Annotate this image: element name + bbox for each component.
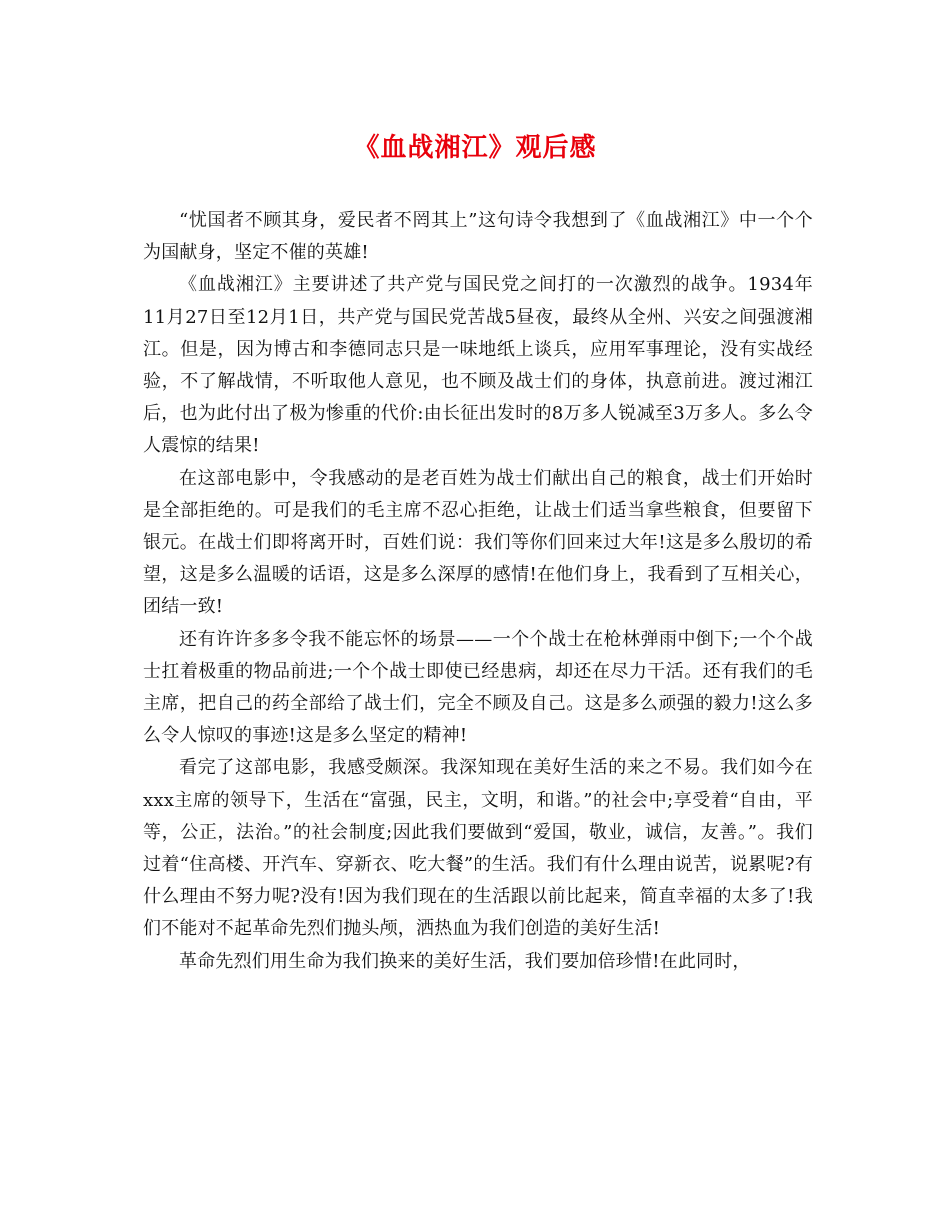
paragraph-4: 还有许许多多令我不能忘怀的场景——一个个战士在枪林弹雨中倒下;一个个战士扛着极重的物品前进;一个个战士即使已经患病，却还在尽力干活。还有我们的毛主席，把自己的药全部给了战士们，完全不顾及自己。这是多么顽强的毅力!这么多么令人惊叹的事迹!这是多么坚定的精神! (143, 628, 813, 747)
paragraph-6: 革命先烈们用生命为我们换来的美好生活，我们要加倍珍惜!在此同时， (179, 950, 751, 972)
paragraph-3: 在这部电影中，令我感动的是老百姓为战士们献出自己的粮食，战士们开始时是全部拒绝的。可是我们的毛主席不忍心拒绝，让战士们适当拿些粮食，但要留下银元。在战士们即将离开时，百姓们说：我们等你们回来过大年!这是多么殷切的希望，这是多么温暖的话语，这是多么深厚的感情!在他们身上，我看到了互相关心，团结一致! (143, 467, 813, 618)
paragraph-2: 《血战湘江》主要讲述了共产党与国民党之间打的一次激烈的战争。1934年11月27日至12月1日，共产党与国民党苦战5昼夜，最终从全州、兴安之间强渡湘江。但是，因为博古和李德同志只是一味地纸上谈兵，应用军事理论，没有实战经验，不了解战情，不听取他人意见，也不顾及战士们的身体，执意前进。渡过湘江后，也为此付出了极为惨重的代价:由长征出发时的8万多人锐减至3万多人。多么令人震惊的结果! (143, 274, 813, 457)
paragraph-5: 看完了这部电影，我感受颇深。我深知现在美好生活的来之不易。我们如今在xxx主席的领导下，生活在“富强，民主，文明，和谐。”的社会中;享受着“自由，平等，公正，法治。”的社会制度;因此我们要做到“爱国，敬业，诚信，友善。”。我们过着“住高楼、开汽车、穿新衣、吃大餐”的生活。我们有什么理由说苦，说累呢?有什么理由不努力呢?没有!因为我们现在的生活跟以前比起来，简直幸福的太多了!我们不能对不起革命先烈们抛头颅，洒热血为我们创造的美好生活! (143, 757, 813, 940)
page-title: 《血战湘江》观后感 (353, 133, 597, 163)
paragraph-1: “忧国者不顾其身，爱民者不罔其上”这句诗令我想到了《血战湘江》中一个个为国献身，坚定不催的英雄! (143, 210, 813, 264)
document-body (143, 205, 813, 978)
